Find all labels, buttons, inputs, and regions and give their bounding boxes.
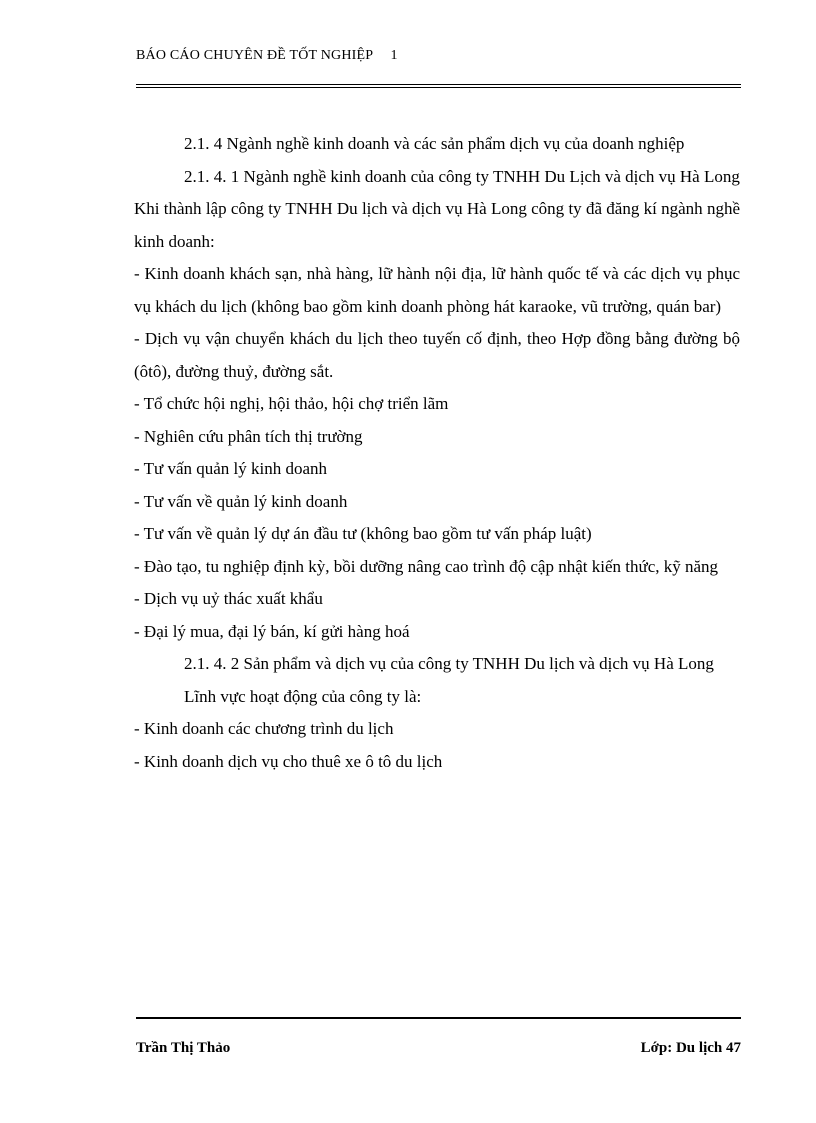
- business-line-item: - Tư vấn về quản lý kinh doanh: [134, 491, 348, 511]
- page-header: [136, 48, 398, 64]
- author-name: Trần Thị Thảo: [136, 1040, 231, 1056]
- header-divider: [136, 84, 741, 88]
- business-line-item: - Dịch vụ vận chuyển khách du lịch theo tuyến cố định, theo Hợp đồng bằng đường bộ (ôtô), đường thuỷ, đường sắt.: [134, 329, 740, 381]
- document-body: [134, 128, 740, 778]
- intro-paragraph: Khi thành lập công ty TNHH Du lịch và dịch vụ Hà Long công ty đã đăng kí ngành nghề kinh doanh:: [134, 199, 740, 251]
- footer-divider: [136, 1017, 741, 1019]
- section-heading-2-1-4-2: 2.1. 4. 2 Sản phẩm và dịch vụ của công ty TNHH Du lịch và dịch vụ Hà Long: [184, 654, 714, 673]
- business-line-item: - Tư vấn về quản lý dự án đầu tư (không bao gồm tư vấn pháp luật): [134, 524, 592, 543]
- activity-item: - Kinh doanh các chương trình du lịch: [134, 719, 394, 738]
- class-label: Lớp: Du lịch 47: [640, 1040, 741, 1056]
- report-title: BÁO CÁO CHUYÊN ĐỀ TỐT NGHIỆP: [136, 48, 373, 63]
- section-heading-2-1-4-1: 2.1. 4. 1 Ngành nghề kinh doanh của công ty TNHH Du Lịch và dịch vụ Hà Long: [184, 166, 740, 186]
- section-heading-2-1-4: 2.1. 4 Ngành nghề kinh doanh và các sản phẩm dịch vụ của doanh nghiệp: [184, 134, 685, 153]
- business-line-item: - Tổ chức hội nghị, hội thảo, hội chợ triển lãm: [134, 394, 449, 413]
- business-line-item: - Nghiên cứu phân tích thị trường: [134, 426, 363, 446]
- activity-item: - Kinh doanh dịch vụ cho thuê xe ô tô du lịch: [134, 751, 443, 771]
- page-footer: [136, 1040, 741, 1057]
- business-line-item: - Dịch vụ uỷ thác xuất khẩu: [134, 589, 323, 608]
- page-number: 1: [390, 48, 398, 63]
- activities-intro: Lĩnh vực hoạt động của công ty là:: [184, 686, 422, 706]
- business-line-item: - Kinh doanh khách sạn, nhà hàng, lữ hành nội địa, lữ hành quốc tế và các dịch vụ phục vụ khách du lịch (không bao gồm kinh doanh phòng hát karaoke, vũ trường, quán bar): [134, 264, 740, 316]
- business-line-item: - Đào tạo, tu nghiệp định kỳ, bồi dưỡng nâng cao trình độ cập nhật kiến thức, kỹ năng: [134, 556, 719, 576]
- business-line-item: - Tư vấn quản lý kinh doanh: [134, 459, 328, 478]
- business-line-item: - Đại lý mua, đại lý bán, kí gửi hàng hoá: [134, 621, 410, 641]
